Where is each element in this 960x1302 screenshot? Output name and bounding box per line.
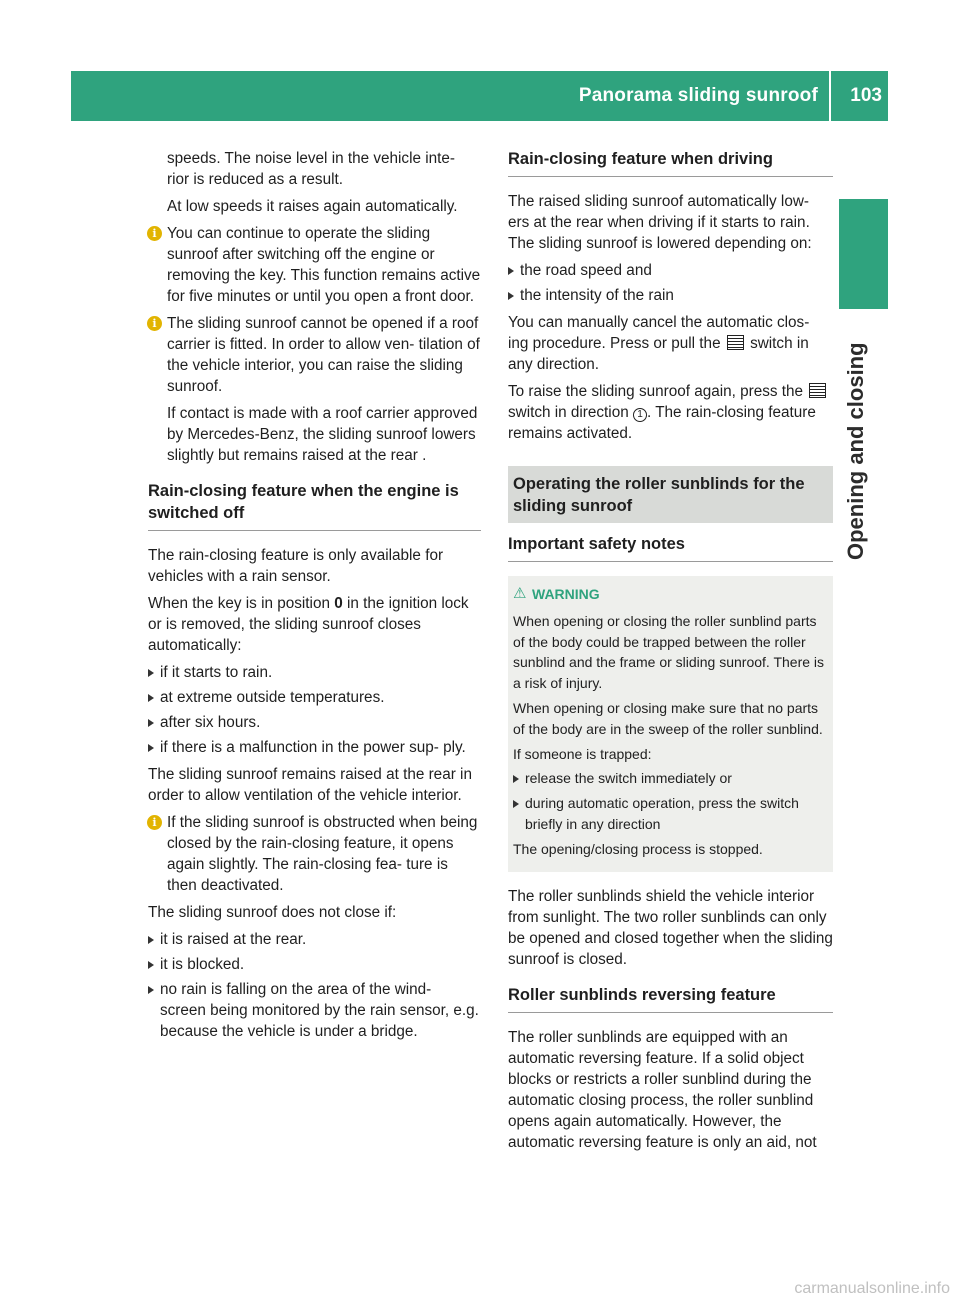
text-run: To raise the sliding sunroof again, press the: [508, 383, 808, 400]
left-column: [148, 148, 481, 1048]
paragraph: The roller sunblinds are equipped with an automatic reversing feature. If a solid object blocks or restricts a roller sunblind during the automatic closing process, the roller sunblind opens again automatically. However, the automatic reversing feature is only an aid, not: [508, 1028, 817, 1151]
list-item: the road speed and: [508, 260, 833, 281]
warning-box: [508, 576, 833, 872]
text-run: You can manually cancel the automatic clos- ing procedure. Press or pull the: [508, 314, 810, 352]
paragraph: [148, 593, 481, 656]
info-note: [148, 313, 481, 466]
paragraph: The sliding sunroof does not close if:: [148, 904, 397, 921]
footer-watermark: carmanualsonline.info: [794, 1280, 950, 1297]
header-bar: [71, 71, 888, 121]
list-item: no rain is falling on the area of the wind- screen being monitored by the rain sensor, e.g. because the vehicle is under a bridge.: [148, 979, 481, 1042]
warning-title-text: WARNING: [532, 586, 600, 602]
paragraph: speeds. The noise level in the vehicle inte- rior is reduced as a result.: [167, 150, 455, 188]
section-heading: Rain-closing feature when the engine is switched off: [148, 480, 481, 531]
sunroof-switch-icon: [727, 335, 744, 350]
warning-text: The opening/closing process is stopped.: [513, 840, 763, 857]
list-item: after six hours.: [148, 712, 481, 733]
paragraph: [508, 312, 833, 375]
text-run: switch in any direction.: [508, 335, 809, 373]
key-position: 0: [334, 595, 343, 612]
paragraph: The rain-closing feature is only available for vehicles with a rain sensor.: [148, 547, 444, 585]
list-item: at extreme outside temperatures.: [148, 687, 481, 708]
list-item: during automatic operation, press the switch briefly in any direction: [513, 793, 828, 835]
paragraph: The raised sliding sunroof automatically low- ers at the rear when driving if it starts to rain. The sliding sunroof is lowered depending on:: [508, 193, 812, 252]
header-divider: [829, 71, 831, 121]
section-title-box: Operating the roller sunblinds for the sliding sunroof: [508, 466, 833, 523]
info-icon: i: [147, 815, 162, 830]
paragraph: At low speeds it raises again automatically.: [167, 198, 458, 215]
info-text: The sliding sunroof cannot be opened if a roof carrier is fitted. In order to allow ven- tilation of the vehicle interior, you can raise the sliding sunroof.: [167, 315, 480, 395]
warning-triangle-icon: ⚠: [513, 585, 527, 602]
list-item: it is blocked.: [148, 954, 481, 975]
warning-text: If someone is trapped:: [513, 745, 652, 762]
section-heading: Roller sunblinds reversing feature: [508, 984, 833, 1013]
page-number: 103: [850, 85, 882, 106]
paragraph: The roller sunblinds shield the vehicle interior from sunlight. The two roller sunblinds can only be opened and closed together when the sliding sunroof is closed.: [508, 887, 833, 968]
paragraph: [508, 381, 833, 444]
info-text: If contact is made with a roof carrier approved by Mercedes-Benz, the sliding sunroof lowers slightly but remains raised at the rear .: [167, 405, 478, 464]
text-run: When the key is in position: [148, 595, 335, 612]
info-note: [148, 812, 481, 896]
section-heading: Important safety notes: [508, 533, 833, 562]
list-item: if there is a malfunction in the power sup- ply.: [148, 737, 481, 758]
info-note: [148, 223, 481, 307]
info-text: You can continue to operate the sliding sunroof after switching off the engine or removing the key. This function remains active for five minutes or until you open a front door.: [167, 225, 481, 305]
section-heading: Rain-closing feature when driving: [508, 148, 833, 177]
warning-text: When opening or closing make sure that no parts of the body are in the sweep of the roller sunblind.: [513, 699, 823, 737]
bullet-list: [513, 768, 828, 834]
text-run: . The rain-closing feature remains activated.: [508, 404, 816, 442]
list-item: it is raised at the rear.: [148, 929, 481, 950]
bullet-list: [148, 929, 481, 1042]
info-text: If the sliding sunroof is obstructed when being closed by the rain-closing feature, it opens again slightly. The rain-closing fea- ture is then deactivated.: [167, 814, 478, 894]
warning-text: When opening or closing the roller sunblind parts of the body could be trapped between the roller sunblind and the frame or sliding sunroof. There is a risk of injury.: [513, 612, 825, 692]
warning-title: [513, 584, 828, 605]
info-icon: i: [147, 226, 162, 241]
list-item: the intensity of the rain: [508, 285, 833, 306]
text-run: switch in direction: [508, 404, 633, 421]
list-item: if it starts to rain.: [148, 662, 481, 683]
info-icon: i: [147, 316, 162, 331]
page-title: Panorama sliding sunroof: [578, 85, 818, 106]
right-column: [508, 148, 833, 1159]
bullet-list: [508, 260, 833, 306]
direction-1-icon: 1: [633, 408, 647, 422]
list-item: release the switch immediately or: [513, 768, 828, 789]
text-run: in the ignition lock or is removed, the sliding sunroof closes automatically:: [148, 595, 469, 654]
sunroof-switch-icon: [809, 383, 826, 398]
section-tab-label: Opening and closing: [843, 342, 868, 560]
section-tab-marker: [839, 199, 888, 309]
bullet-list: [148, 662, 481, 758]
paragraph: The sliding sunroof remains raised at the rear in order to allow ventilation of the vehicle interior.: [148, 766, 472, 804]
